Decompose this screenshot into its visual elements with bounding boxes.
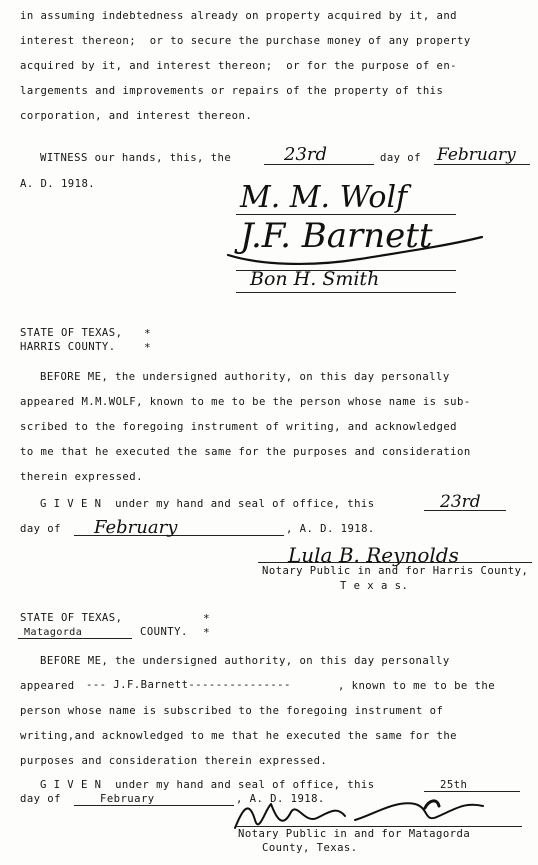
given-day-value: 23rd [440, 492, 481, 512]
witness-prefix: WITNESS our hands, this, the [40, 152, 232, 164]
ack-body-line: purposes and consideration therein expressed. [20, 755, 328, 767]
paragraph-line: corporation, and interest thereon. [20, 110, 253, 122]
given-month-value: February [94, 517, 178, 538]
notary-state: T e x a s. [340, 580, 409, 592]
witness-year: A. D. 1918. [20, 178, 96, 190]
signature-smith: Bon H. Smith [250, 268, 380, 290]
ack-body-line: appeared M.M.WOLF, known to me to be the person whose name is sub- [20, 396, 471, 408]
witness-day-label: day of [380, 152, 421, 164]
given-day-of: day of [20, 793, 61, 805]
witness-month-value: February [437, 145, 516, 165]
witness-day-value: 23rd [284, 144, 328, 165]
notary-signature-line [258, 562, 532, 563]
paragraph-line: largements and improvements or repairs of the property of this [20, 85, 444, 97]
paragraph-line: interest thereon; or to secure the purchase money of any property [20, 35, 471, 47]
notary-title: Notary Public in and for Matagorda [238, 828, 471, 840]
ack-body-line: therein expressed. [20, 471, 143, 483]
notary-signature-reynolds: Lula B. Reynolds [288, 543, 459, 567]
venue-county: HARRIS COUNTY. [20, 341, 116, 353]
given-day-of: day of [20, 523, 61, 535]
signature-flourish [220, 215, 500, 275]
paragraph-line: in assuming indebtedness already on property acquired by it, and [20, 10, 457, 22]
venue-star: * [203, 612, 210, 625]
notary-state: County, Texas. [262, 842, 358, 854]
paragraph-line: acquired by it, and interest thereon; or for the purpose of en- [20, 60, 457, 72]
given-clause: G I V E N under my hand and seal of office, this [40, 498, 375, 510]
notary-signature-line [236, 826, 522, 827]
venue-star: * [144, 327, 151, 340]
given-clause: G I V E N under my hand and seal of office, this [40, 779, 375, 791]
venue-state: STATE OF TEXAS, [20, 612, 123, 624]
signature-barnett: J.F. Barnett [240, 216, 433, 256]
venue-star: * [144, 341, 151, 354]
venue-star: * [203, 626, 210, 639]
ack-body-line: writing,and acknowledged to me that he executed the same for the [20, 730, 457, 742]
appeared-suffix: , known to me to be the [338, 680, 496, 692]
given-year: , A. D. 1918. [286, 523, 375, 535]
appeared-prefix: appeared [20, 680, 75, 692]
venue-county-name: Matagorda [24, 627, 83, 638]
ack-body-line: BEFORE ME, the undersigned authority, on this day personally [40, 371, 450, 383]
venue-county-suffix: COUNTY. [140, 626, 188, 638]
given-day-value: 25th [440, 779, 468, 791]
signature-wolf: M. M. Wolf [240, 180, 408, 215]
signature-line [236, 292, 456, 293]
ack-body-line: to me that he executed the same for the purposes and consideration [20, 446, 471, 458]
ack-body-line: person whose name is subscribed to the foregoing instrument of [20, 705, 444, 717]
ack-body-line: BEFORE ME, the undersigned authority, on this day personally [40, 655, 450, 667]
venue-state: STATE OF TEXAS, [20, 327, 123, 339]
notary-title: Notary Public in and for Harris County, [262, 565, 529, 577]
given-month-value: February [100, 793, 155, 805]
appeared-name: --- J.F.Barnett--------------- [86, 679, 291, 691]
given-year: , A. D. 1918. [236, 793, 325, 805]
ack-body-line: scribed to the foregoing instrument of writing, and acknowledged [20, 421, 457, 433]
